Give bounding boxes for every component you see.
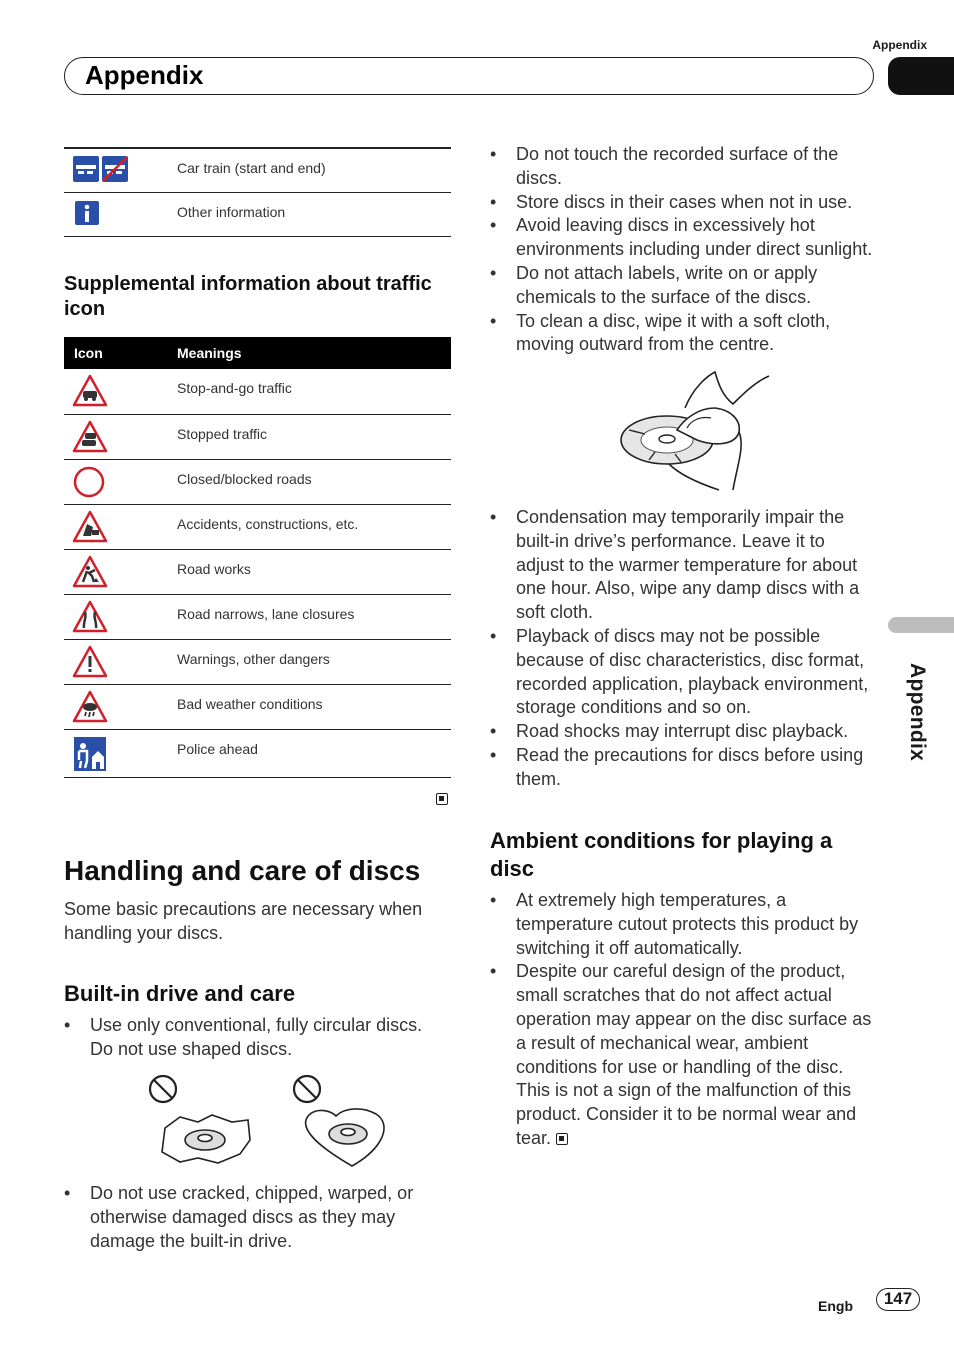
- icon-table-top: [64, 147, 451, 237]
- list-item: • Do not attach labels, write on or apply chemicals to the surface of the discs.: [490, 262, 876, 310]
- list-item: • Playback of discs may not be possible because of disc characteristics, disc format, recorded application, playback environment, storage conditions and so on.: [490, 625, 876, 720]
- list-item: [490, 960, 876, 1150]
- prohibition-icon: [294, 1076, 320, 1102]
- header-meanings: Meanings: [177, 345, 242, 361]
- police-icon: [72, 735, 108, 773]
- row-text: Accidents, constructions, etc.: [177, 515, 359, 532]
- table-row: [64, 549, 451, 594]
- road-narrows-icon: [72, 600, 108, 634]
- table-row: [64, 504, 451, 549]
- table-row: [64, 369, 451, 414]
- list-item: • Road shocks may interrupt disc playback.: [490, 720, 876, 744]
- section-intro: Some basic precautions are necessary when handling your discs.: [64, 899, 423, 943]
- list-item: • Do not touch the recorded surface of the discs.: [490, 143, 876, 191]
- info-icon: [72, 198, 102, 228]
- section-title: Handling and care of discs: [64, 855, 421, 886]
- icon-cell: [64, 148, 177, 192]
- car-train-icon: [72, 154, 130, 184]
- right-list-a: [490, 143, 876, 357]
- list-item: • To clean a disc, wipe it with a soft cloth, moving outward from the centre.: [490, 310, 876, 358]
- prohibition-icon: [150, 1076, 176, 1102]
- section-header-title: Appendix: [85, 60, 204, 90]
- list-item: • Use only conventional, fully circular discs. Do not use shaped discs.: [64, 1014, 449, 1062]
- end-of-section-mark: [556, 1133, 568, 1145]
- warning-icon: [72, 645, 108, 679]
- row-text: Bad weather conditions: [177, 695, 323, 712]
- table-row: [64, 639, 451, 684]
- row-text: Warnings, other dangers: [177, 650, 330, 667]
- table-row: [64, 729, 451, 777]
- ambient-list: [490, 889, 876, 1151]
- side-tab-label: Appendix: [906, 663, 929, 762]
- stop-and-go-icon: [72, 374, 108, 408]
- page-number: 147: [876, 1288, 920, 1311]
- list-item: • Do not use cracked, chipped, warped, or otherwise damaged discs as they may damage the built-in drive.: [64, 1182, 449, 1253]
- row-text: Car train (start and end): [177, 160, 326, 176]
- stopped-traffic-icon: [72, 420, 108, 454]
- octagon-disc-icon: [162, 1115, 250, 1163]
- row-text: Road works: [177, 560, 251, 577]
- list-item: • Condensation may temporarily impair the built-in drive’s performance. Leave it to adjust to the warmer temperature for about one hour. Also, wipe any damp discs with a soft cloth.: [490, 506, 876, 625]
- list-item: • At extremely high temperatures, a temperature cutout protects this product by switching it off automatically.: [490, 889, 876, 960]
- bad-weather-icon: [72, 690, 108, 724]
- row-text: Other information: [177, 203, 286, 220]
- ambient-heading: Ambient conditions for playing a disc: [490, 828, 833, 881]
- end-of-section-mark: [436, 793, 448, 805]
- heart-disc-icon: [306, 1109, 384, 1166]
- builtin-list-b: [64, 1182, 449, 1253]
- row-text: Stop-and-go traffic: [177, 380, 292, 396]
- table-row: [64, 594, 451, 639]
- row-text: Police ahead: [177, 740, 258, 757]
- builtin-list-a: [64, 1014, 449, 1062]
- table-row: [64, 684, 451, 729]
- section-header-bar: [64, 57, 874, 95]
- accident-icon: [72, 510, 108, 544]
- traffic-icon-table: [64, 337, 451, 778]
- table-header-row: [64, 337, 451, 369]
- language-code: Engb: [818, 1298, 853, 1314]
- right-list-b: [490, 506, 876, 792]
- chapter-tab: [888, 57, 954, 95]
- row-text: Road narrows, lane closures: [177, 605, 355, 622]
- list-item: • Read the precautions for discs before using them.: [490, 744, 876, 792]
- running-head: Appendix: [872, 38, 927, 52]
- header-icon: Icon: [74, 345, 103, 361]
- disc-cleaning-illustration: [615, 368, 775, 493]
- road-works-icon: [72, 555, 108, 589]
- row-text: Closed/blocked roads: [177, 470, 312, 487]
- table-row: [64, 148, 451, 192]
- table-row: [64, 192, 451, 236]
- table-row: [64, 414, 451, 459]
- list-item: • Avoid leaving discs in excessively hot environments including under direct sunlight.: [490, 214, 876, 262]
- row-text: Stopped traffic: [177, 425, 268, 442]
- list-item: • Store discs in their cases when not in use.: [490, 191, 876, 215]
- builtin-heading: Built-in drive and care: [64, 981, 296, 1006]
- list-item-text: Despite our careful design of the product, small scratches that do not affect actual operation may appear on the disc surface as a result of mechanical wear, ambient conditions for use or handling of the disc. This is not a sign of the malfunction of this product. Consider it to be normal wear and tear.: [516, 961, 872, 1148]
- side-tab-marker: [888, 617, 954, 633]
- closed-road-icon: [72, 465, 108, 499]
- shaped-discs-illustration: [140, 1070, 400, 1170]
- icon-cell: [64, 192, 177, 236]
- table-row: [64, 459, 451, 504]
- supplemental-heading: Supplemental information about traffic icon: [64, 273, 432, 320]
